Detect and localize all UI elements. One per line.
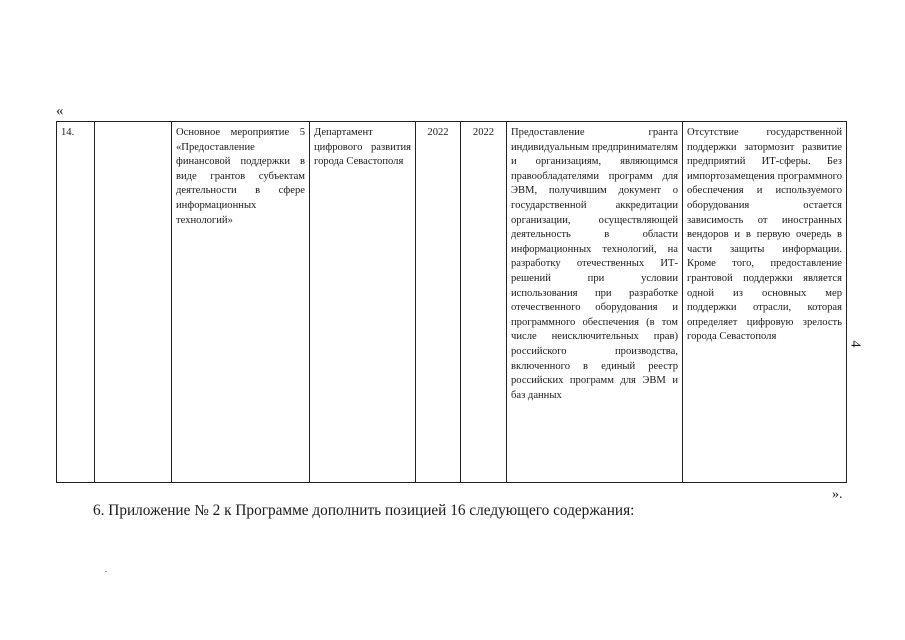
year-start-cell: 2022 <box>416 122 461 483</box>
table-row <box>57 122 847 483</box>
description-cell: Предоставление гранта индивидуальным предпринимателям и организациям, являющимся правообладателями программ для ЭВМ, получившим документ о государственной аккредитации организации, осуществляющей деятельность в области информационных технологий, на разработку отечественных ИТ-решений при условии использования при разработке отечественного оборудования и программного обеспечения (в том числе неисключительных прав) российского производства, включенного в единый реестр российских программ для ЭВМ и баз данных <box>507 122 683 483</box>
opening-quote: « <box>56 103 64 119</box>
instruction-paragraph: 6. Приложение № 2 к Программе дополнить позицией 16 следующего содержания: <box>93 502 635 519</box>
closing-quote: ». <box>832 487 843 502</box>
row-number: 14. <box>57 122 95 483</box>
page-number: 4 <box>847 340 863 348</box>
consequences-cell: Отсутствие государственной поддержки затормозит развитие предприятий ИТ-сферы. Без импортозамещения программного обеспечения и используемого оборудования остается зависимость от иностранных вендоров и в первую очередь в части защиты информации. Кроме того, предоставление грантовой поддержки является одной из основных мер поддержки отрасли, которая определяет цифровую зрелость города Севастополя <box>683 122 847 483</box>
program-table <box>56 121 847 483</box>
scan-speck <box>105 571 107 572</box>
year-end-cell: 2022 <box>461 122 507 483</box>
empty-cell <box>95 122 172 483</box>
event-cell: Основное мероприятие 5 «Предоставление финансовой поддержки в виде грантов субъектам деятельности в сфере информационных технологий» <box>172 122 310 483</box>
executor-cell: Департамент цифрового развития города Севастополя <box>310 122 416 483</box>
